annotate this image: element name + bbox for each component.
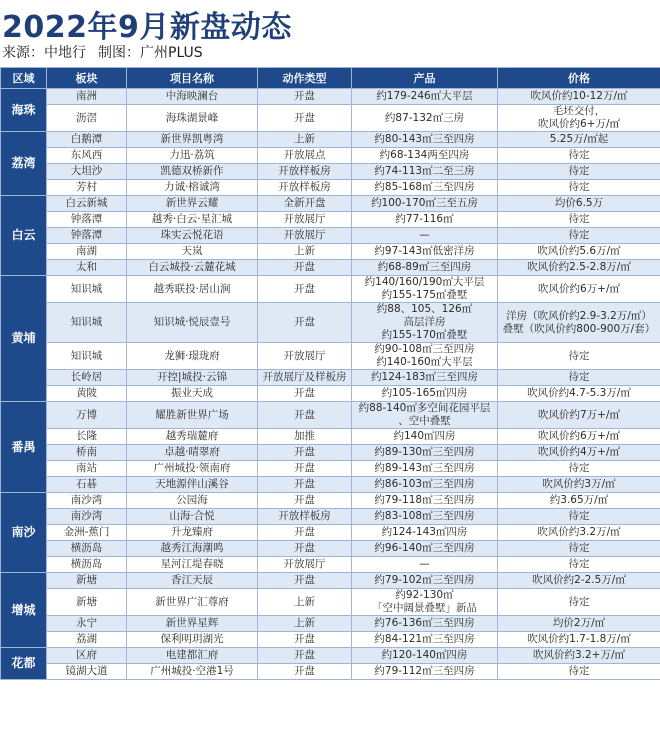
block-cell: 横沥岛: [47, 541, 127, 557]
price-cell: [498, 386, 660, 402]
table-row: [1, 132, 660, 148]
product-cell-line: 约68-89㎡三至四房: [377, 261, 472, 273]
project-cell: 保利明玥湖光: [127, 632, 258, 648]
block-cell: 南沙湾: [47, 509, 127, 525]
price-cell: [498, 477, 660, 493]
table-row: [1, 303, 660, 343]
project-cell: 电建都汇府: [127, 648, 258, 664]
block-cell: 荔湖: [47, 632, 127, 648]
price-cell: [498, 370, 660, 386]
block-cell: 长岭居: [47, 370, 127, 386]
project-cell: 中海映澜台: [127, 89, 258, 105]
region-cell: 番禺: [1, 402, 47, 493]
table-row: [1, 589, 660, 616]
action-cell: 开放展厅: [258, 212, 352, 228]
block-cell: 知识城: [47, 303, 127, 343]
action-cell: 开放样板房: [258, 509, 352, 525]
block-cell: 永宁: [47, 616, 127, 632]
price-cell: [498, 105, 660, 132]
action-cell: 上新: [258, 132, 352, 148]
table-row: [1, 632, 660, 648]
product-cell-line: 约140㎡四房: [393, 430, 456, 442]
price-cell: [498, 260, 660, 276]
source-label: 来源：中地行: [2, 45, 86, 61]
region-cell: 南沙: [1, 493, 47, 573]
action-cell: 开盘: [258, 573, 352, 589]
project-cell: 香江天辰: [127, 573, 258, 589]
project-cell: 新世界星辉: [127, 616, 258, 632]
region-cell: 荔湾: [1, 132, 47, 196]
table-row: [1, 648, 660, 664]
price-cell: [498, 541, 660, 557]
table-row: [1, 386, 660, 402]
product-cell: [352, 244, 498, 260]
action-cell: 开盘: [258, 303, 352, 343]
price-cell: [498, 228, 660, 244]
product-cell-line: —: [419, 229, 430, 241]
project-cell: 白云城投·云麓花城: [127, 260, 258, 276]
block-cell: 新塘: [47, 573, 127, 589]
table-row: [1, 429, 660, 445]
col-header-project: 项目名称: [127, 68, 258, 89]
table-row: [1, 477, 660, 493]
block-cell: 知识城: [47, 276, 127, 303]
project-cell: 振业天成: [127, 386, 258, 402]
block-cell: 金洲-蕉门: [47, 525, 127, 541]
block-cell: 区府: [47, 648, 127, 664]
block-cell: 白云新城: [47, 196, 127, 212]
price-cell-line: 毛坯交付，: [552, 105, 606, 117]
project-cell: 知识城·悦辰壹号: [127, 303, 258, 343]
product-cell: [352, 180, 498, 196]
price-cell: [498, 148, 660, 164]
price-cell: [498, 180, 660, 196]
product-cell-line: 约77-116㎡: [395, 213, 454, 225]
price-cell: [498, 303, 660, 343]
price-cell: [498, 343, 660, 370]
product-cell-line: 约92-130㎡: [395, 589, 454, 601]
price-cell-line: 待定: [568, 558, 590, 570]
project-cell: 天岚: [127, 244, 258, 260]
project-cell: 越秀江海潮鸣: [127, 541, 258, 557]
project-cell: 越秀·白云·星汇城: [127, 212, 258, 228]
price-cell-line: 待定: [568, 595, 590, 608]
price-cell-line: 待定: [568, 165, 590, 177]
col-header-price: 价格: [498, 68, 660, 89]
product-cell: [352, 509, 498, 525]
col-header-region: 区域: [1, 68, 47, 89]
price-cell-line: 吹风价约2.5-2.8万/㎡: [527, 261, 631, 273]
table-row: [1, 105, 660, 132]
product-cell-line: 约76-136㎡三至四房: [374, 617, 475, 629]
block-cell: 横沥岛: [47, 557, 127, 573]
product-cell: [352, 386, 498, 402]
product-cell: [352, 343, 498, 370]
product-cell-line: 约100-170㎡三至五房: [371, 197, 478, 209]
price-cell: [498, 509, 660, 525]
price-cell: [498, 196, 660, 212]
price-cell: [498, 445, 660, 461]
product-cell: [352, 477, 498, 493]
block-cell: 沥滘: [47, 105, 127, 132]
action-cell: 开盘: [258, 89, 352, 105]
product-cell-line: 约96-140㎡三至四房: [374, 542, 475, 554]
product-cell: [352, 461, 498, 477]
product-cell: [352, 589, 498, 616]
price-cell-line: 待定: [568, 349, 590, 362]
price-cell: [498, 648, 660, 664]
price-cell-line: 待定: [568, 149, 590, 161]
product-cell-line: 、空中叠墅: [398, 415, 451, 427]
project-cell: 越秀联投·居山涧: [127, 276, 258, 303]
table-row: [1, 573, 660, 589]
price-cell-line: 吹风价约3万/㎡: [542, 478, 616, 490]
page-title: 2022年9月新盘动态: [2, 10, 292, 45]
action-cell: 开盘: [258, 541, 352, 557]
block-cell: 长隆: [47, 429, 127, 445]
block-cell: 知识城: [47, 343, 127, 370]
table-row: [1, 664, 660, 680]
action-cell: 开盘: [258, 445, 352, 461]
table-row: [1, 445, 660, 461]
price-cell-line: 洋房（吹风价约2.9-3.2万/㎡）: [506, 309, 652, 322]
product-cell: [352, 664, 498, 680]
product-cell-line: 约179-246㎡大平层: [376, 90, 473, 102]
project-cell: 越秀瑞麓府: [127, 429, 258, 445]
block-cell: 镜湖大道: [47, 664, 127, 680]
project-cell: 山海·合悦: [127, 509, 258, 525]
region-cell: 花都: [1, 648, 47, 680]
product-cell-line: 约68-134两至四房: [379, 149, 470, 161]
price-cell: [498, 616, 660, 632]
project-cell: 耀胜新世界广场: [127, 402, 258, 429]
price-cell: [498, 557, 660, 573]
price-cell: [498, 493, 660, 509]
block-cell: 南洲: [47, 89, 127, 105]
price-cell-line: 吹风价约5.6万/㎡: [537, 245, 621, 257]
product-cell: [352, 105, 498, 132]
product-cell-line: 约97-143㎡低密洋房: [374, 245, 475, 257]
price-cell-line: 约3.65万/㎡: [549, 494, 609, 506]
price-cell: [498, 461, 660, 477]
project-cell: 广州城投·空港1号: [127, 664, 258, 680]
table-row: [1, 148, 660, 164]
action-cell: 开放样板房: [258, 180, 352, 196]
table-row: [1, 180, 660, 196]
action-cell: 开盘: [258, 260, 352, 276]
product-cell-line: 「空中阔景叠墅」新品: [372, 602, 477, 614]
project-cell: 凯德双桥新作: [127, 164, 258, 180]
region-cell: 黄埔: [1, 276, 47, 402]
price-cell-line: 待定: [568, 213, 590, 225]
price-cell-line: 吹风价约4万+/㎡: [537, 446, 620, 458]
table-row: [1, 212, 660, 228]
product-cell-line: 约124-143㎡四房: [381, 526, 468, 538]
action-cell: 开盘: [258, 632, 352, 648]
project-cell: 星河江堤春晓: [127, 557, 258, 573]
product-cell-line: 约88-140㎡多空间花园平层: [358, 402, 491, 414]
price-cell-line: 吹风价约10-12万/㎡: [530, 90, 628, 102]
project-cell: 海珠湖景峰: [127, 105, 258, 132]
table-row: [1, 244, 660, 260]
block-cell: 南沙湾: [47, 493, 127, 509]
product-cell: [352, 303, 498, 343]
project-cell: 开控|城投·云锦: [127, 370, 258, 386]
product-cell-line: 约79-102㎡三至四房: [374, 574, 475, 586]
product-cell: [352, 89, 498, 105]
price-cell-line: 吹风价约6万+/㎡: [537, 282, 620, 295]
table-row: [1, 89, 660, 105]
product-cell-line: 约90-108㎡三至四房: [374, 343, 475, 355]
project-cell: 珠实云悦花语: [127, 228, 258, 244]
action-cell: 开放展厅: [258, 343, 352, 370]
product-cell: [352, 573, 498, 589]
table-row: [1, 557, 660, 573]
price-cell-line: 吹风价约1.7-1.8万/㎡: [527, 633, 631, 645]
product-cell: [352, 276, 498, 303]
price-cell: [498, 429, 660, 445]
price-cell: [498, 402, 660, 429]
block-cell: 石碁: [47, 477, 127, 493]
action-cell: 开放展点: [258, 148, 352, 164]
action-cell: 开盘: [258, 402, 352, 429]
action-cell: 开盘: [258, 493, 352, 509]
region-cell: 增城: [1, 573, 47, 648]
price-cell: [498, 632, 660, 648]
product-cell: [352, 493, 498, 509]
action-cell: 开盘: [258, 105, 352, 132]
price-cell-line: 待定: [568, 510, 590, 522]
block-cell: 钟落潭: [47, 228, 127, 244]
product-cell: [352, 196, 498, 212]
page-subtitle: [2, 42, 203, 62]
table-row: [1, 461, 660, 477]
col-header-block: 板块: [47, 68, 127, 89]
price-cell-line: 叠墅（吹风价约800-900万/套）: [502, 322, 656, 335]
project-cell: 天地源伴山溪谷: [127, 477, 258, 493]
action-cell: 开放展厅: [258, 557, 352, 573]
table-row: [1, 196, 660, 212]
table-row: [1, 370, 660, 386]
maker-label: 制图：广州PLUS: [98, 45, 203, 61]
price-cell: [498, 573, 660, 589]
product-cell: [352, 445, 498, 461]
product-cell: [352, 632, 498, 648]
table-row: [1, 276, 660, 303]
action-cell: 上新: [258, 616, 352, 632]
product-cell-line: 约79-112㎡三至四房: [374, 665, 475, 677]
product-cell-line: 约89-130㎡三至四房: [374, 446, 475, 458]
project-cell: 卓越·晴翠府: [127, 445, 258, 461]
table-row: [1, 260, 660, 276]
product-cell: [352, 525, 498, 541]
price-cell: [498, 212, 660, 228]
product-cell-line: 约83-108㎡三至四房: [374, 510, 475, 522]
product-cell: [352, 164, 498, 180]
product-cell-line: 约124-183㎡三至四房: [371, 371, 478, 383]
price-cell-line: 吹风价约7万+/㎡: [537, 408, 620, 421]
table-body: [1, 89, 660, 680]
project-cell: 新世界广汇尊府: [127, 589, 258, 616]
block-cell: 东风西: [47, 148, 127, 164]
product-cell-line: 约155-175㎡叠墅: [381, 289, 468, 301]
block-cell: 新塘: [47, 589, 127, 616]
project-cell: 新世界云耀: [127, 196, 258, 212]
table-header-row: [1, 68, 660, 89]
action-cell: 上新: [258, 589, 352, 616]
product-cell-line: —: [419, 558, 430, 570]
table-row: [1, 541, 660, 557]
action-cell: 开盘: [258, 664, 352, 680]
action-cell: 开放展厅及样板房: [258, 370, 352, 386]
table-row: [1, 493, 660, 509]
action-cell: 开盘: [258, 477, 352, 493]
block-cell: 南湖: [47, 244, 127, 260]
product-cell-line: 约140/160/190㎡大平层: [364, 276, 485, 288]
price-cell-line: 待定: [568, 181, 590, 193]
action-cell: 开盘: [258, 386, 352, 402]
product-cell-line: 约105-165㎡四房: [381, 387, 468, 399]
block-cell: 黄陂: [47, 386, 127, 402]
col-header-product: 产品: [352, 68, 498, 89]
product-cell: [352, 370, 498, 386]
block-cell: 桥南: [47, 445, 127, 461]
price-cell-line: 吹风价约6万+/㎡: [537, 430, 620, 442]
product-cell-line: 约79-118㎡三至四房: [374, 494, 475, 506]
product-cell-line: 约120-140㎡四房: [381, 649, 468, 661]
action-cell: 全新开盘: [258, 196, 352, 212]
region-cell: 海珠: [1, 89, 47, 132]
price-cell: [498, 89, 660, 105]
project-cell: 新世界凯粤湾: [127, 132, 258, 148]
project-cell: 力诚·榕诚湾: [127, 180, 258, 196]
table-row: [1, 164, 660, 180]
price-cell: [498, 664, 660, 680]
product-cell-line: 约80-143㎡三至四房: [374, 133, 475, 145]
product-cell: [352, 648, 498, 664]
product-cell-line: 约74-113㎡二至三房: [374, 165, 475, 177]
page-header: [0, 0, 660, 66]
table-row: [1, 509, 660, 525]
price-cell-line: 待定: [568, 229, 590, 241]
price-cell-line: 待定: [568, 665, 590, 677]
block-cell: 南站: [47, 461, 127, 477]
action-cell: 上新: [258, 244, 352, 260]
action-cell: 开放展厅: [258, 228, 352, 244]
region-cell: 白云: [1, 196, 47, 276]
product-cell: [352, 212, 498, 228]
price-cell: [498, 132, 660, 148]
block-cell: 大坦沙: [47, 164, 127, 180]
product-cell-line: 约86-103㎡三至四房: [374, 478, 475, 490]
project-cell: 广州城投·领南府: [127, 461, 258, 477]
table-row: [1, 616, 660, 632]
price-cell-line: 吹风价约3.2+万/㎡: [532, 649, 626, 661]
price-cell-line: 吹风价约4.7-5.3万/㎡: [527, 387, 631, 399]
price-cell-line: 吹风价约6+万/㎡: [537, 118, 620, 130]
product-cell: [352, 132, 498, 148]
table-row: [1, 228, 660, 244]
price-cell: [498, 276, 660, 303]
product-cell: [352, 228, 498, 244]
price-cell-line: 均价6.5万: [554, 197, 604, 209]
product-cell: [352, 557, 498, 573]
price-cell-line: 吹风价约3.2万/㎡: [537, 526, 621, 538]
product-cell-line: 约88、105、126㎡: [376, 303, 473, 315]
price-cell-line: 待定: [568, 462, 590, 474]
action-cell: 开放样板房: [258, 164, 352, 180]
action-cell: 开盘: [258, 648, 352, 664]
product-cell-line: 约140-160㎡大平层: [376, 356, 473, 368]
product-cell: [352, 260, 498, 276]
price-cell: [498, 244, 660, 260]
product-cell: [352, 148, 498, 164]
product-cell: [352, 541, 498, 557]
block-cell: 白鹅潭: [47, 132, 127, 148]
action-cell: 开盘: [258, 461, 352, 477]
project-cell: 龙狮·璟珑府: [127, 343, 258, 370]
product-cell-line: 约84-121㎡三至四房: [374, 633, 475, 645]
price-cell-line: 均价2万/㎡: [552, 617, 606, 629]
price-cell: [498, 589, 660, 616]
price-cell: [498, 525, 660, 541]
project-cell: 公园海: [127, 493, 258, 509]
price-cell-line: 5.25万/㎡起: [549, 133, 609, 145]
block-cell: 钟落潭: [47, 212, 127, 228]
action-cell: 开盘: [258, 525, 352, 541]
product-cell-line: 约85-168㎡三至四房: [374, 181, 475, 193]
price-cell-line: 吹风价约2-2.5万/㎡: [532, 574, 626, 586]
block-cell: 万博: [47, 402, 127, 429]
table-row: [1, 402, 660, 429]
product-cell-line: 约87-132㎡三房: [384, 111, 465, 124]
product-cell: [352, 616, 498, 632]
product-cell: [352, 429, 498, 445]
table-row: [1, 343, 660, 370]
block-cell: 芳村: [47, 180, 127, 196]
price-cell: [498, 164, 660, 180]
new-projects-table: [0, 67, 660, 680]
block-cell: 太和: [47, 260, 127, 276]
col-header-action: 动作类型: [258, 68, 352, 89]
product-cell: [352, 402, 498, 429]
action-cell: 加推: [258, 429, 352, 445]
project-cell: 升龙臻府: [127, 525, 258, 541]
product-cell-line: 高层洋房: [403, 316, 446, 328]
action-cell: 开盘: [258, 276, 352, 303]
price-cell-line: 待定: [568, 542, 590, 554]
product-cell-line: 约155-170㎡叠墅: [381, 329, 468, 341]
project-cell: 力迅·荔筑: [127, 148, 258, 164]
table-row: [1, 525, 660, 541]
product-cell-line: 约89-143㎡三至四房: [374, 462, 475, 474]
price-cell-line: 待定: [568, 371, 590, 383]
